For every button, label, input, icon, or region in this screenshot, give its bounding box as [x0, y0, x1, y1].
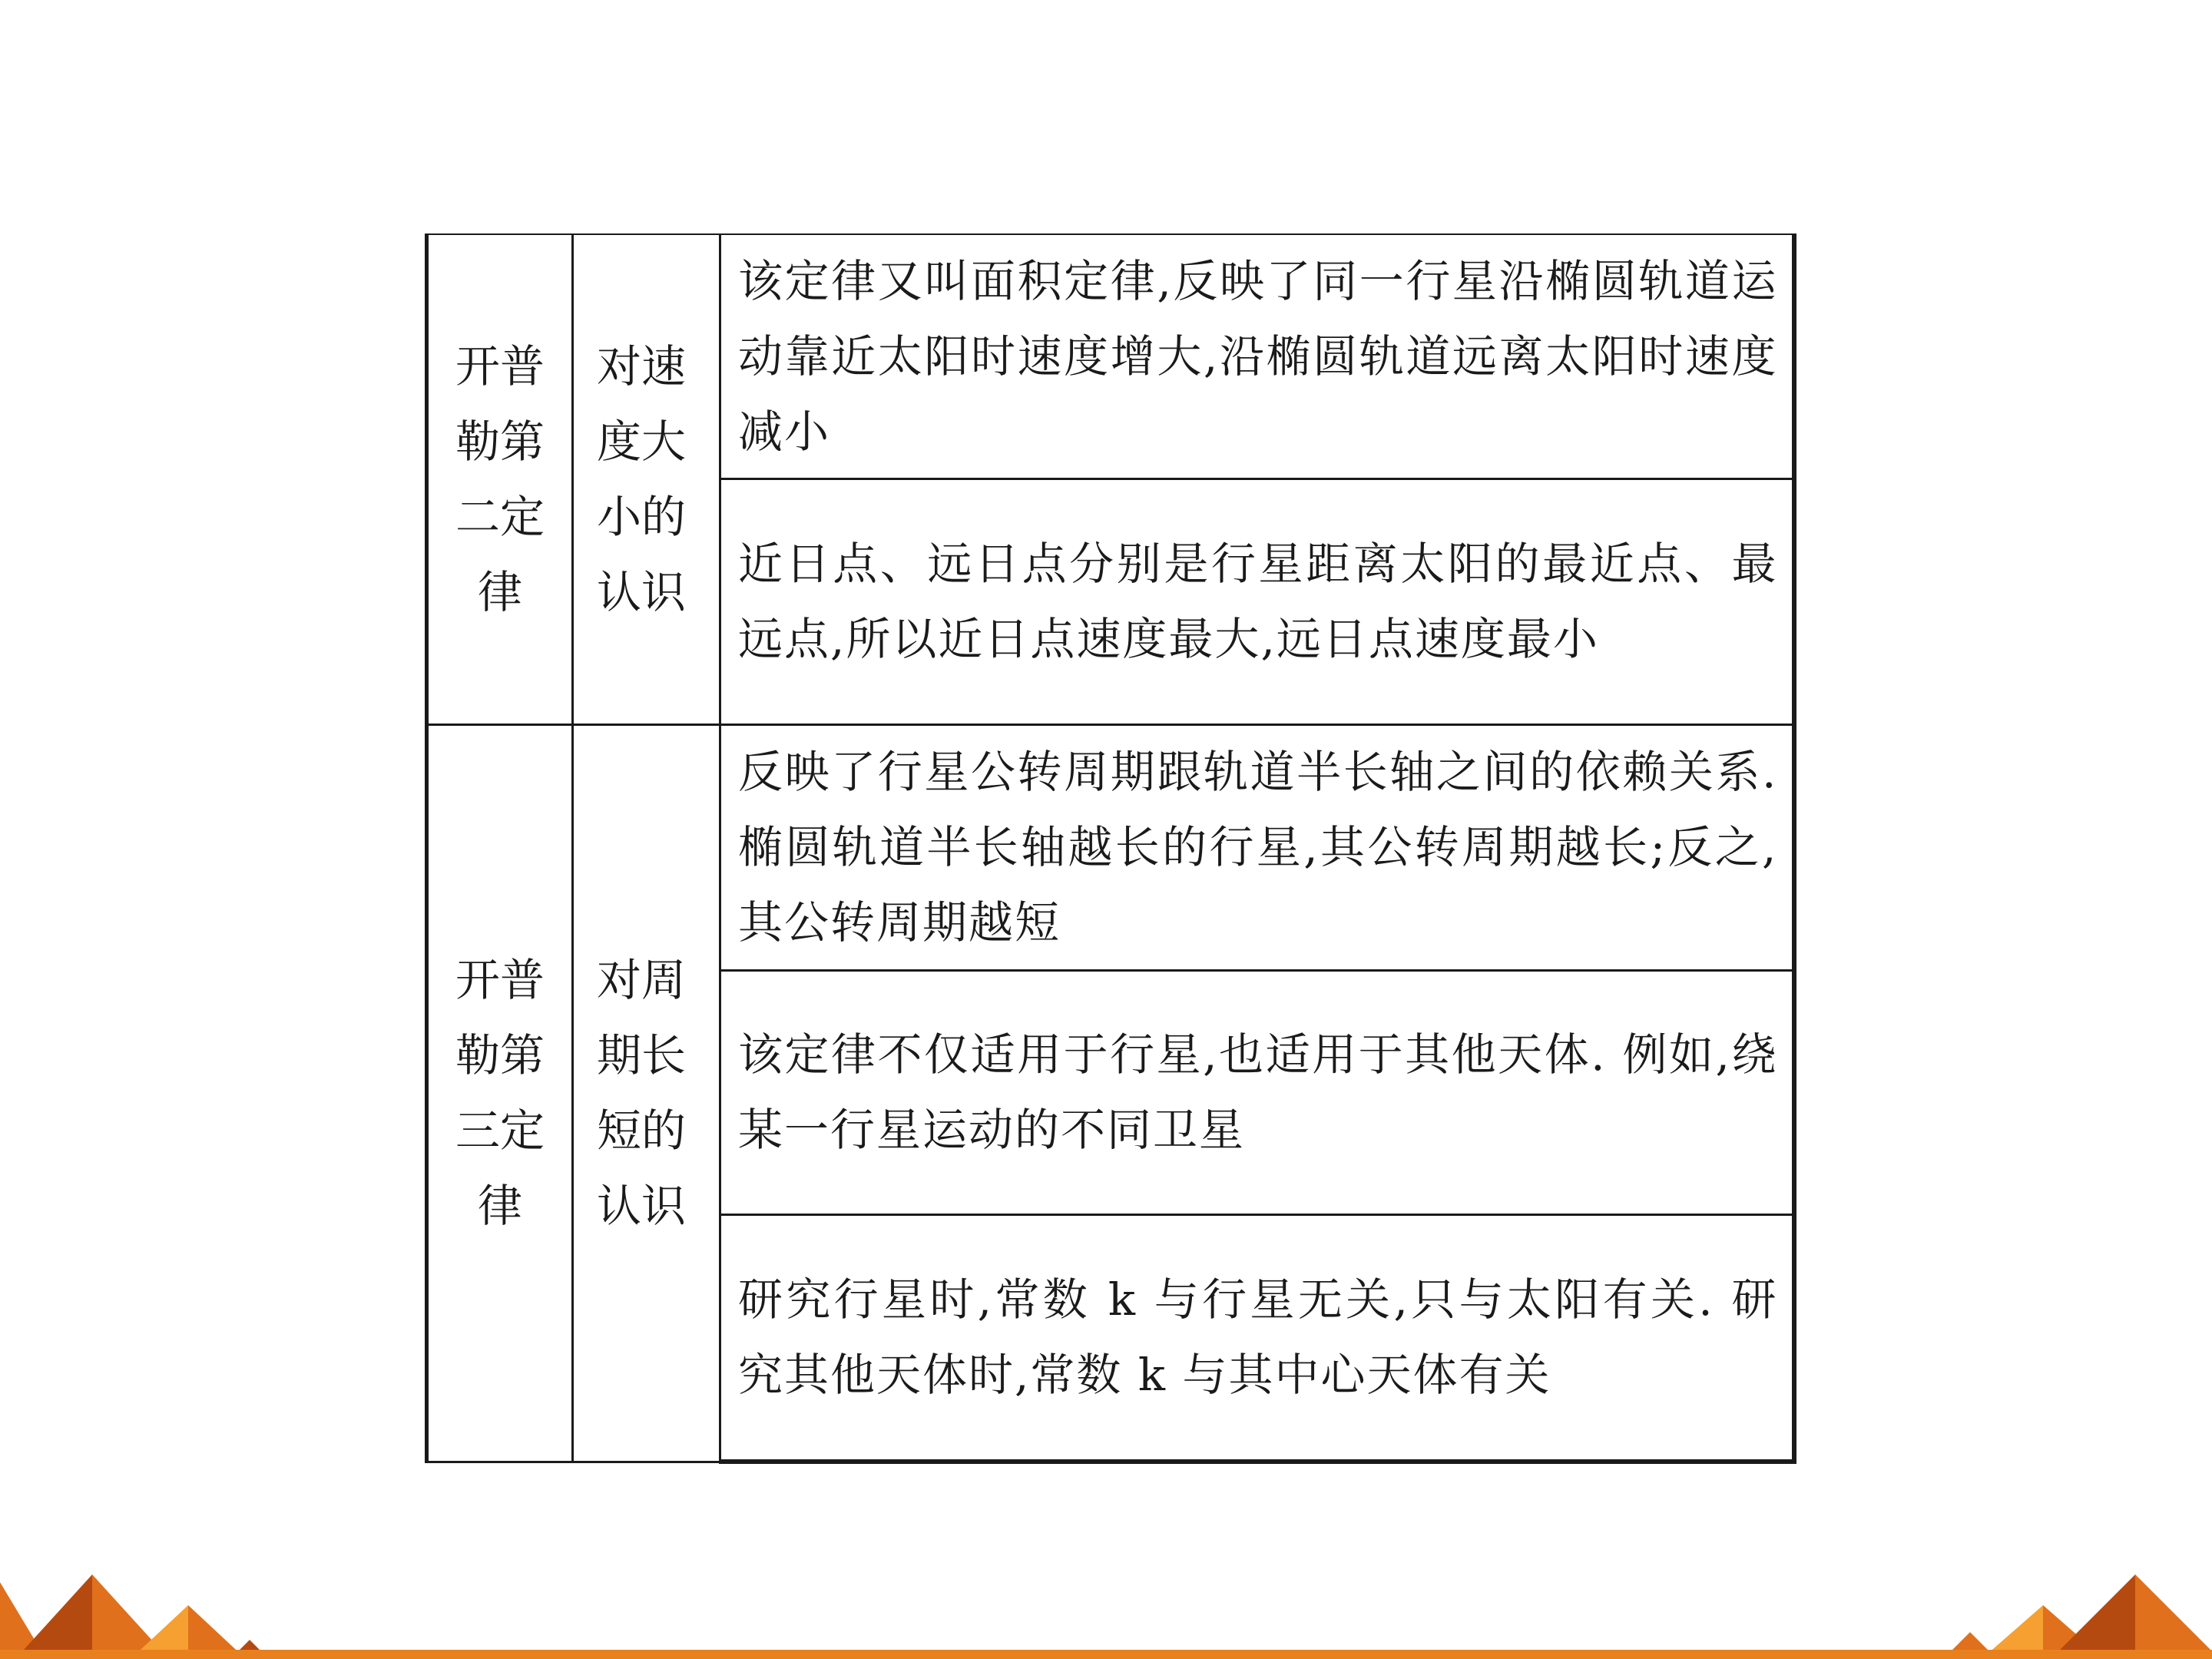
description-text: 该定律不仅适用于行星,也适用于其他天体. 例如,绕某一行星运动的不同卫星 — [738, 1028, 1778, 1156]
description-cell — [720, 970, 1794, 1214]
description-cell — [720, 478, 1794, 724]
table-row — [427, 724, 1794, 970]
description-text: 近日点、远日点分别是行星距离太阳的最近点、最远点,所以近日点速度最大,远日点速度最小 — [738, 538, 1778, 665]
law-name-cell — [427, 234, 573, 724]
description-cell — [720, 1214, 1794, 1462]
aspect-cell — [573, 234, 720, 724]
bottom-accent-bar — [0, 1650, 2212, 1659]
law-name-third: 开普勒第三定律 — [455, 954, 545, 1232]
description-text: 反映了行星公转周期跟轨道半长轴之间的依赖关系. 椭圆轨道半长轴越长的行星,其公转周期越长;反之,其公转周期越短 — [738, 746, 1778, 949]
aspect-third: 对周期长短的认识 — [597, 954, 687, 1232]
law-name-cell — [427, 724, 573, 1462]
table-row — [427, 234, 1794, 478]
corner-triangles-left — [0, 1536, 276, 1659]
corner-triangles-right — [1936, 1536, 2212, 1659]
aspect-second: 对速度大小的认识 — [597, 339, 687, 618]
description-text: 研究行星时,常数 k 与行星无关,只与太阳有关. 研究其他天体时,常数 k 与其中心天体有关 — [738, 1273, 1778, 1402]
kepler-laws-table — [425, 233, 1796, 1464]
description-text: 该定律又叫面积定律,反映了同一行星沿椭圆轨道运动靠近太阳时速度增大,沿椭圆轨道远离太阳时速度减小 — [738, 254, 1778, 458]
triangle-shape — [2135, 1575, 2212, 1659]
description-cell — [720, 234, 1794, 478]
aspect-cell — [573, 724, 720, 1462]
law-name-second: 开普勒第二定律 — [455, 339, 545, 618]
description-cell — [720, 724, 1794, 970]
